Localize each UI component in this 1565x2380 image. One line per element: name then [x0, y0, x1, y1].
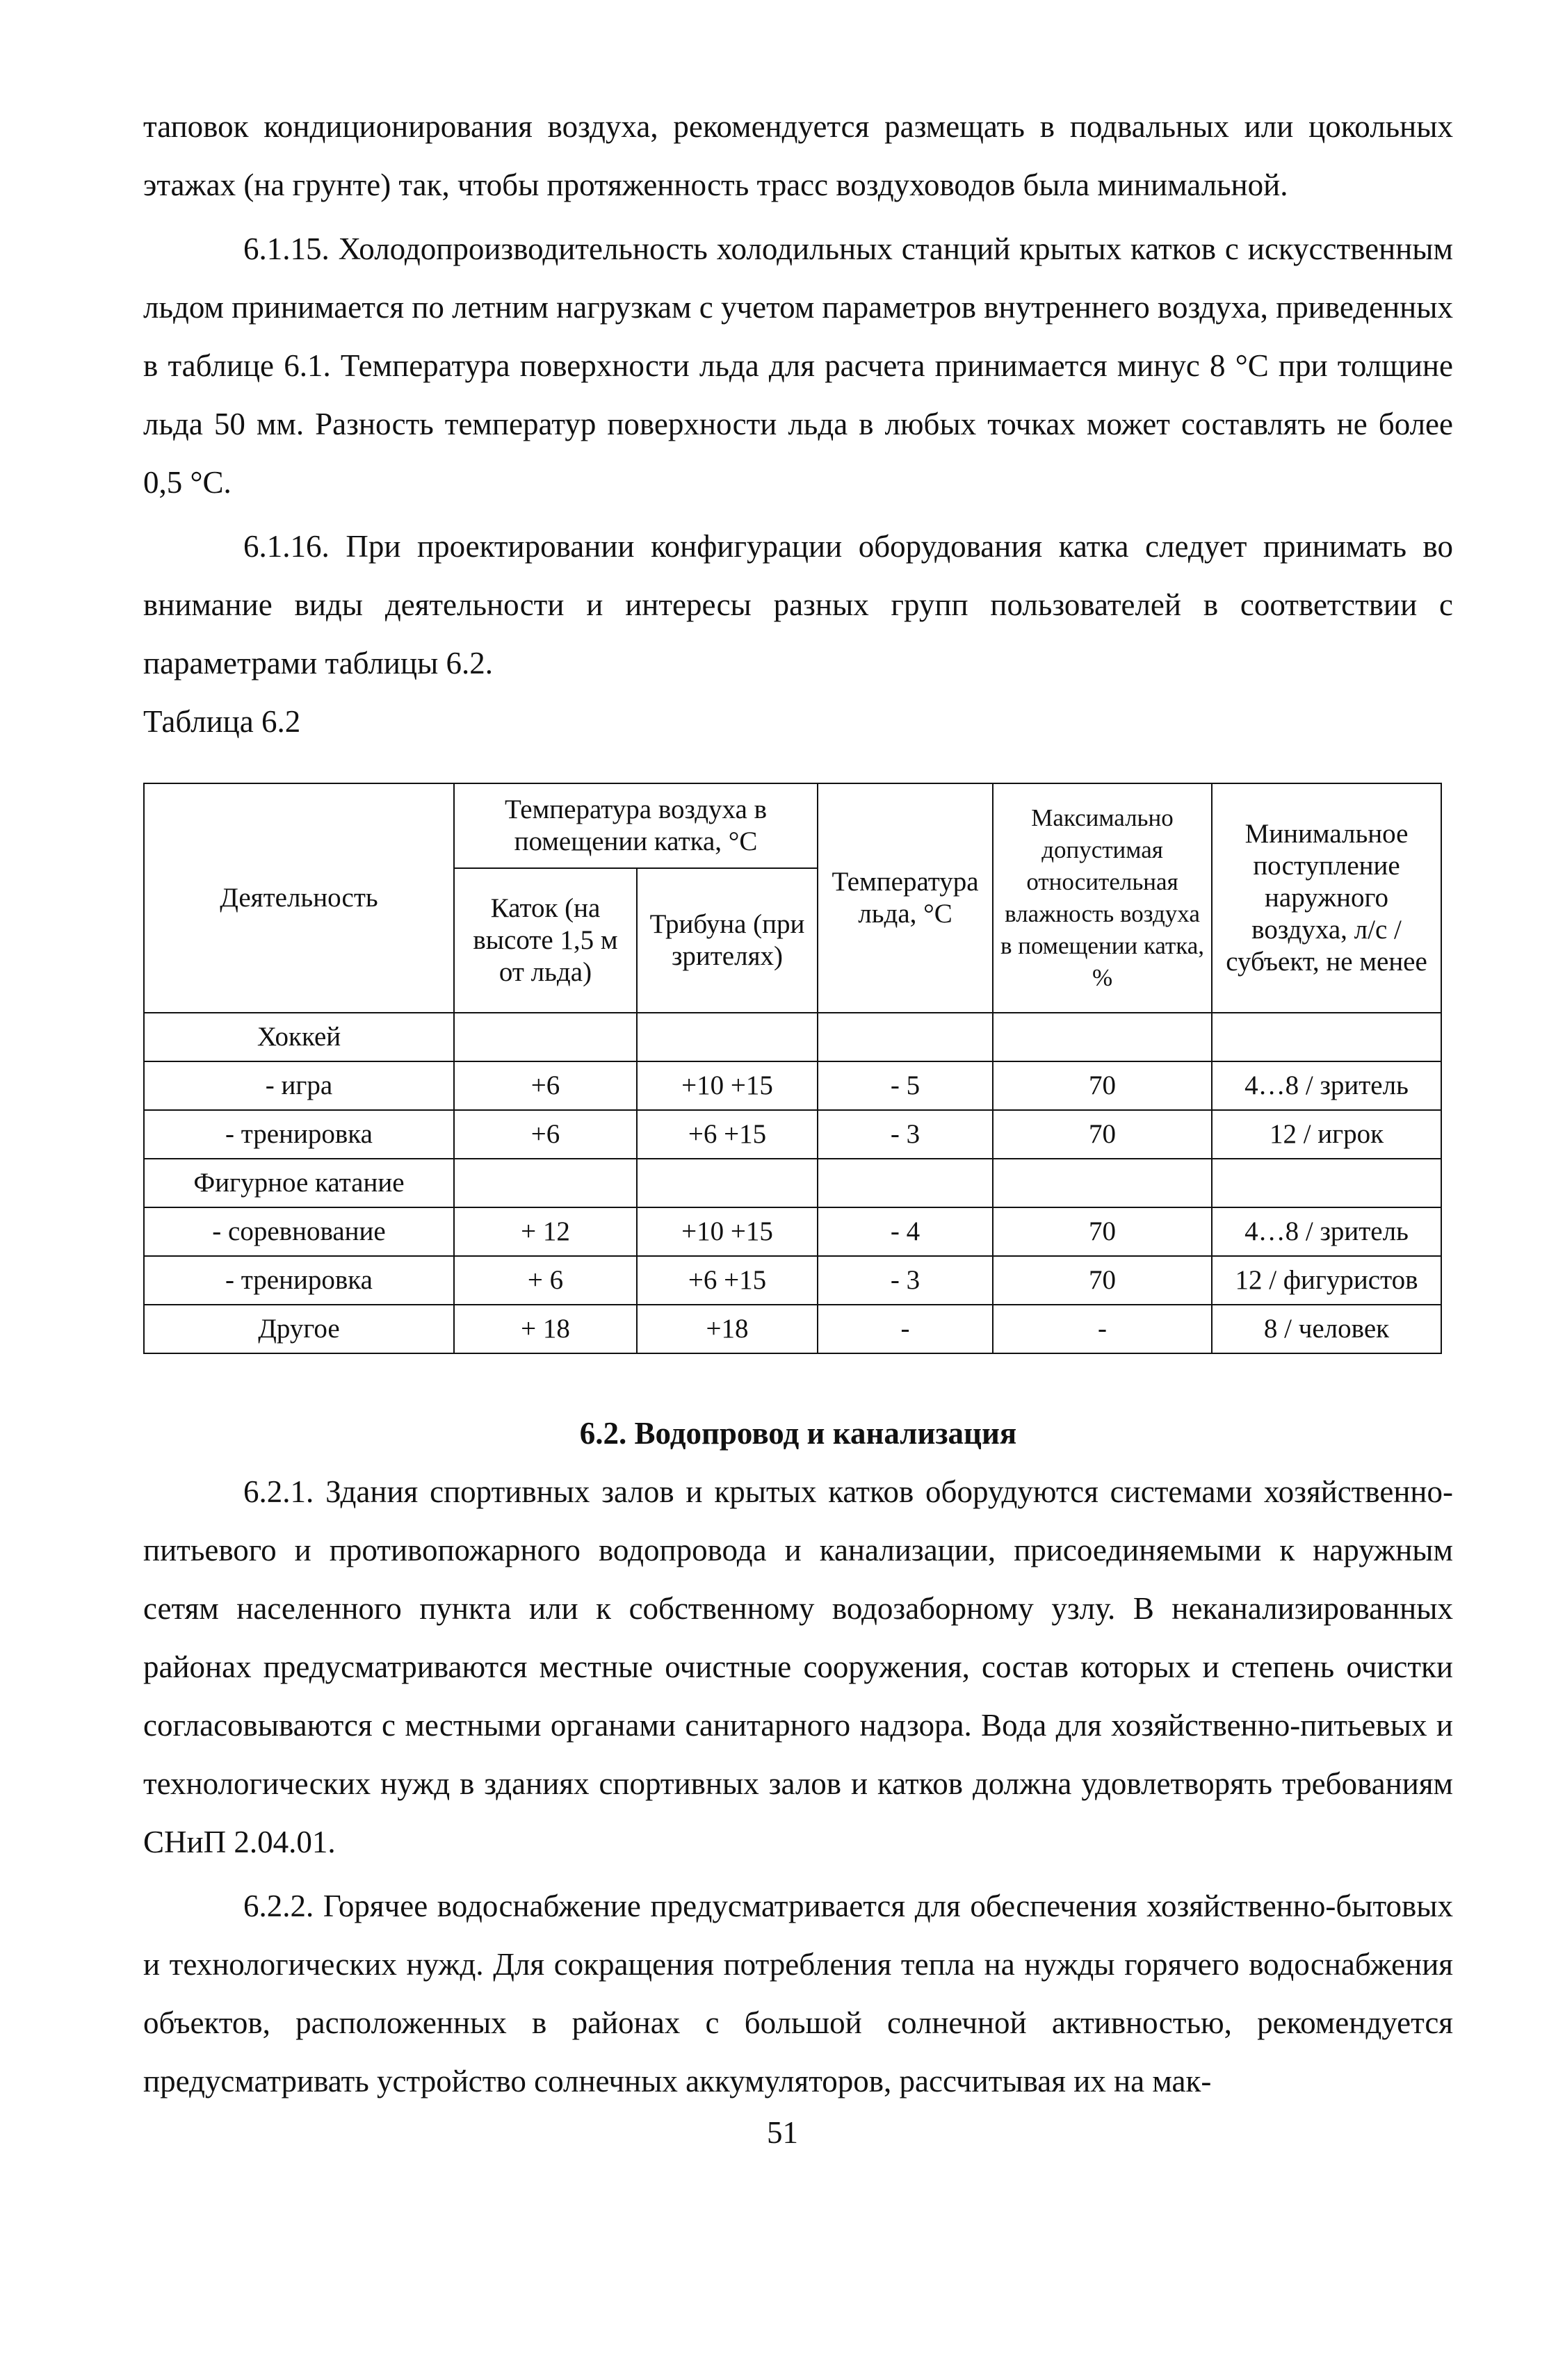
table-caption: Таблица 6.2 — [143, 704, 301, 739]
cell-humidity: 70 — [993, 1256, 1212, 1305]
paragraph-6-1-16: 6.1.16. При проектировании конфигурации оборудования катка следует принимать во внимание виды деятельности и интересы разных групп пользователей в соответствии с параметрами таблицы 6.2. — [143, 529, 1453, 680]
cell-activity: - игра — [144, 1061, 454, 1110]
paragraph-6-2-2: 6.2.2. Горячее водоснабжение предусматривается для обеспечения хозяйственно-бытовых и технологических нужд. Для сокращения потребления тепла на нужды горячего водоснабжения объектов, расположенных в районах с большой солнечной активностью, рекомендуется предусматривать устройство солнечных аккумуляторов, рассчитывая их на мак- — [143, 1889, 1453, 2098]
cell-stand: +6 +15 — [637, 1110, 818, 1159]
section-heading: 6.2. Водопровод и канализация — [579, 1416, 1017, 1451]
cell-ice: - 3 — [818, 1110, 993, 1159]
header-activity: Деятельность — [144, 783, 454, 1013]
cell-ice: - 4 — [818, 1207, 993, 1256]
table-6-2 — [143, 783, 1442, 1354]
cell-humidity: 70 — [993, 1061, 1212, 1110]
cell-stand: +10 +15 — [637, 1207, 818, 1256]
document-page — [143, 97, 1453, 2110]
table-row — [144, 1159, 1441, 1207]
cell-ice: - — [818, 1305, 993, 1353]
cell-activity: - тренировка — [144, 1110, 454, 1159]
header-outdoor-air: Минимальное поступление наружного воздуха, л/с / субъект, не менее — [1212, 783, 1441, 1013]
cell-rink — [454, 1159, 637, 1207]
cell-stand — [637, 1013, 818, 1061]
cell-humidity — [993, 1159, 1212, 1207]
cell-stand: +6 +15 — [637, 1256, 818, 1305]
table-row — [144, 1013, 1441, 1061]
table-row — [144, 1110, 1441, 1159]
table-row — [144, 1207, 1441, 1256]
cell-ice: - 3 — [818, 1256, 993, 1305]
header-humidity: Максимально допустимая относительная влажность воздуха в помещении катка, % — [993, 783, 1212, 1013]
cell-stand: +10 +15 — [637, 1061, 818, 1110]
cell-activity: Хоккей — [144, 1013, 454, 1061]
cell-rink — [454, 1013, 637, 1061]
cell-stand: +18 — [637, 1305, 818, 1353]
cell-rink: + 6 — [454, 1256, 637, 1305]
table-row — [144, 1305, 1441, 1353]
cell-air — [1212, 1159, 1441, 1207]
cell-rink: + 18 — [454, 1305, 637, 1353]
cell-ice — [818, 1159, 993, 1207]
cell-humidity — [993, 1013, 1212, 1061]
paragraph-intro: таповок кондиционирования воздуха, рекомендуется размещать в подвальных или цокольных этажах (на грунте) так, чтобы протяженность трасс воздуховодов была минимальной. — [143, 109, 1453, 202]
cell-humidity: - — [993, 1305, 1212, 1353]
cell-rink: +6 — [454, 1110, 637, 1159]
cell-ice: - 5 — [818, 1061, 993, 1110]
cell-air — [1212, 1013, 1441, 1061]
paragraph-6-2-1: 6.2.1. Здания спортивных залов и крытых катков оборудуются системами хозяйственно-питьевого и противопожарного водопровода и канализации, присоединяемыми к наружным сетям населенного пункта или к собственному водозаборному узлу. В неканализированных районах предусматриваются местные очистные сооружения, состав которых и степень очистки согласовываются с местными органами санитарного надзора. Вода для хозяйственно-питьевых и технологических нужд в зданиях спортивных залов и катков должна удовлетворять требованиям СНиП 2.04.01. — [143, 1474, 1453, 1859]
cell-humidity: 70 — [993, 1207, 1212, 1256]
header-rink: Каток (на высоте 1,5 м от льда) — [454, 868, 637, 1013]
cell-activity: - соревнование — [144, 1207, 454, 1256]
cell-air: 12 / фигуристов — [1212, 1256, 1441, 1305]
cell-activity: Другое — [144, 1305, 454, 1353]
table-body — [144, 1013, 1441, 1353]
header-air-temp: Температура воздуха в помещении катка, °С — [454, 783, 818, 868]
cell-humidity: 70 — [993, 1110, 1212, 1159]
cell-rink: +6 — [454, 1061, 637, 1110]
table-row — [144, 1256, 1441, 1305]
cell-air: 8 / человек — [1212, 1305, 1441, 1353]
cell-air: 4…8 / зритель — [1212, 1061, 1441, 1110]
paragraph-6-1-15: 6.1.15. Холодопроизводительность холодильных станций крытых катков с искусственным льдом принимается по летним нагрузкам с учетом параметров внутреннего воздуха, приведенных в таблице 6.1. Температура поверхности льда для расчета принимается минус 8 °С при толщине льда 50 мм. Разность температур поверхности льда в любых точках может составлять не более 0,5 °С. — [143, 231, 1453, 500]
header-ice-temp: Температура льда, °С — [818, 783, 993, 1013]
table-row — [144, 1061, 1441, 1110]
page-number: 51 — [767, 2115, 798, 2150]
cell-ice — [818, 1013, 993, 1061]
cell-activity: - тренировка — [144, 1256, 454, 1305]
cell-activity: Фигурное катание — [144, 1159, 454, 1207]
cell-stand — [637, 1159, 818, 1207]
header-stand: Трибуна (при зрителях) — [637, 868, 818, 1013]
cell-air: 12 / игрок — [1212, 1110, 1441, 1159]
cell-rink: + 12 — [454, 1207, 637, 1256]
cell-air: 4…8 / зритель — [1212, 1207, 1441, 1256]
